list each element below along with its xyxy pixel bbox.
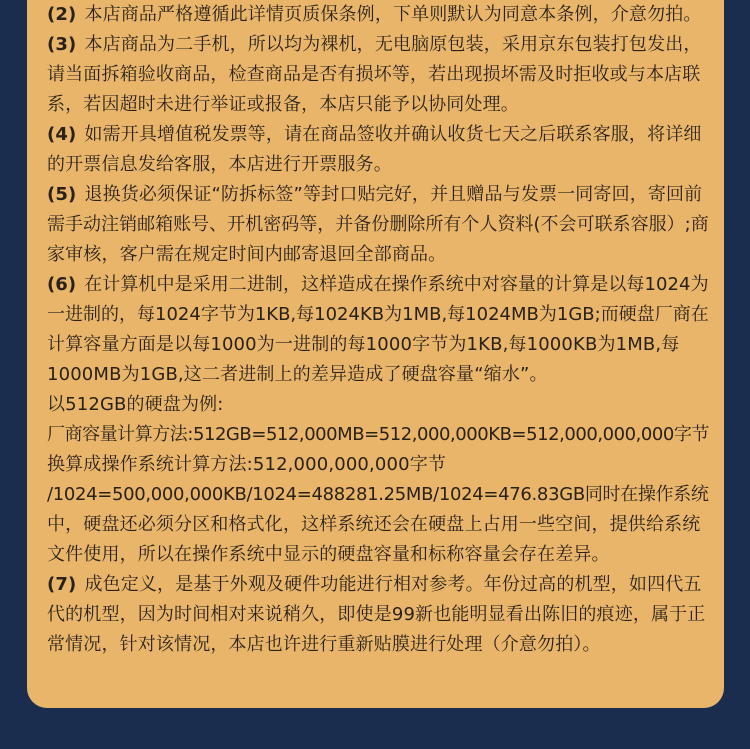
line-text: 的开票信息发给客服，本店进行开票服务。: [47, 154, 392, 175]
clause-number: (7): [47, 574, 77, 595]
clause-number: (6): [47, 274, 77, 295]
line-text: /1024=500,000,000KB/1024=488281.25MB/1024=476.83GB同时在操作系统: [47, 484, 709, 505]
terms-card: [27, 0, 724, 708]
clause-number: (5): [47, 184, 77, 205]
line-text: 退换货必须保证“防拆标签”等封口贴完好，并且赠品与发票一同寄回，寄回前: [84, 184, 703, 205]
text-line: [47, 420, 709, 450]
line-text: 以512GB的硬盘为例:: [47, 394, 224, 415]
line-text: 本店商品为二手机，所以均为裸机，无电脑原包装，采用京东包装打包发出，: [84, 34, 702, 55]
line-text: 需手动注销邮箱账号、开机密码等，并备份删除所有个人资料(不会可联系容服）;商: [47, 214, 709, 235]
line-text: 成色定义，是基于外观及硬件功能进行相对参考。年份过高的机型，如四代五: [84, 574, 702, 595]
text-line: [47, 360, 709, 390]
clause-number: (2): [47, 4, 77, 25]
line-text: 计算容量方面是以每1000为一进制的每1000字节为1KB,每1000KB为1MB,每: [47, 334, 680, 355]
line-text: 请当面拆箱验收商品，检查商品是否有损坏等，若出现损坏需及时拒收或与本店联: [47, 64, 701, 85]
clause-number: (3): [47, 34, 77, 55]
text-line: [47, 540, 709, 570]
text-line: [47, 120, 709, 150]
line-text: 厂商容量计算方法:512GB=512,000MB=512,000,000KB=512,000,000,000字节: [47, 424, 709, 445]
text-line: [47, 330, 709, 360]
text-line: [47, 450, 709, 480]
text-line: [47, 300, 709, 330]
text-line: [47, 600, 709, 630]
line-text: 1000MB为1GB,这二者进制上的差异造成了硬盘容量“缩水”。: [47, 364, 548, 385]
text-line: [47, 60, 709, 90]
line-text: 家审核，客户需在规定时间内邮寄退回全部商品。: [47, 244, 447, 265]
text-line: [47, 480, 709, 510]
line-text: 常情况，针对该情况，本店也许进行重新贴膜进行处理（介意勿拍）。: [47, 634, 601, 655]
line-text: 中，硬盘还必须分区和格式化，这样系统还会在硬盘上占用一些空间，提供给系统: [47, 514, 701, 535]
clause-number: (4): [47, 124, 77, 145]
text-line: [47, 270, 709, 300]
line-text: 代的机型，因为时间相对来说稍久，即使是99新也能明显看出陈旧的痕迹，属于正: [47, 604, 706, 625]
text-line: [47, 510, 709, 540]
text-line: [47, 390, 709, 420]
line-text: 系，若因超时未进行举证或报备，本店只能予以协同处理。: [47, 94, 519, 115]
text-line: [47, 90, 709, 120]
text-line: [47, 0, 709, 30]
terms-text: [47, 0, 709, 660]
line-text: 如需开具增值税发票等，请在商品签收并确认收货七天之后联系客服，将详细: [84, 124, 702, 145]
text-line: [47, 150, 709, 180]
text-line: [47, 30, 709, 60]
line-text: 文件使用，所以在操作系统中显示的硬盘容量和标称容量会存在差异。: [47, 544, 610, 565]
line-text: 一进制的，每1024字节为1KB,每1024KB为1MB,每1024MB为1GB;而硬盘厂商在: [47, 304, 709, 325]
line-text: 换算成操作系统计算方法:512,000,000,000字节: [47, 454, 447, 475]
line-text: 在计算机中是采用二进制，这样造成在操作系统中对容量的计算是以每1024为: [84, 274, 709, 295]
text-line: [47, 570, 709, 600]
text-line: [47, 180, 709, 210]
text-line: [47, 210, 709, 240]
text-line: [47, 630, 709, 660]
line-text: 本店商品严格遵循此详情页质保条例，下单则默认为同意本条例，介意勿拍。: [84, 4, 702, 25]
text-line: [47, 240, 709, 270]
